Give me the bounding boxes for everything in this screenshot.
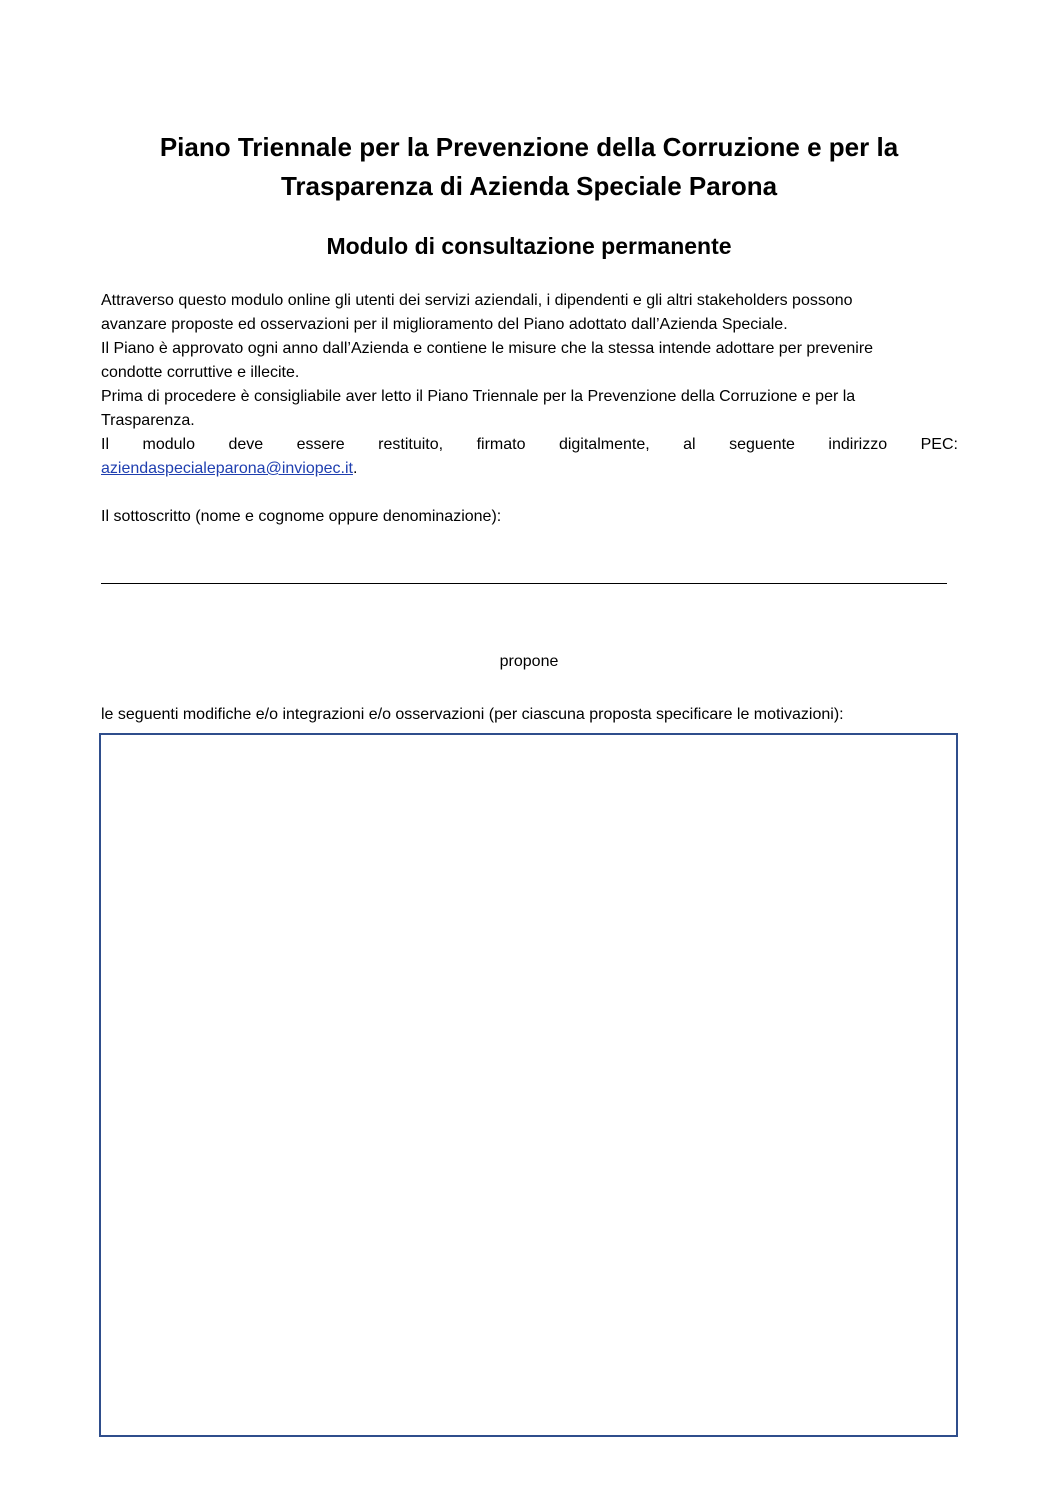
return-word: al (683, 436, 696, 453)
return-word: modulo (142, 436, 195, 453)
signer-name-field[interactable] (101, 583, 947, 584)
document-title-line-1: Piano Triennale per la Prevenzione della Corruzione e per la (159, 132, 899, 162)
proposals-text-area[interactable] (99, 733, 958, 1437)
return-word: indirizzo (828, 436, 888, 453)
intro-line-3: Il Piano è approvato ogni anno dall’Azienda e contiene le misure che la stessa intende adottare per prevenire (101, 340, 874, 357)
return-instructions-line (101, 433, 958, 457)
return-word: seguente (729, 436, 795, 453)
intro-text-1: Attraverso questo modulo online gli utenti dei servizi aziendali, i dipendenti e gli altri stakeholders possono (101, 292, 853, 309)
intro-line-1 (101, 289, 958, 313)
pec-email-suffix: . (352, 460, 358, 477)
return-word: Il (101, 436, 109, 453)
return-word: digitalmente, (558, 436, 650, 453)
return-word: PEC: (920, 436, 958, 453)
intro-line-2: avanzare proposte ed osservazioni per il miglioramento del Piano adottato dall’Azienda Speciale. (101, 316, 788, 333)
return-word: firmato (476, 436, 526, 453)
intro-line-4: condotte corruttive e illecite. (101, 364, 300, 381)
pec-email-line (101, 457, 958, 481)
intro-line-6: Trasparenza. (101, 412, 195, 429)
document-title-line-2: Trasparenza di Azienda Speciale Parona (280, 171, 778, 201)
intro-line-5: Prima di procedere è consigliabile aver letto il Piano Triennale per la Prevenzione della Corruzione e per la (101, 388, 856, 405)
return-word: essere (296, 436, 345, 453)
return-word: deve (228, 436, 264, 453)
proposals-label: le seguenti modifiche e/o integrazioni e/o osservazioni (per ciascuna proposta specificare le motivazioni): (101, 706, 844, 723)
document-subtitle: Modulo di consultazione permanente (326, 233, 732, 259)
return-word: restituito, (378, 436, 444, 453)
signer-label: Il sottoscritto (nome e cognome oppure denominazione): (101, 508, 502, 525)
propone-label: propone (499, 653, 559, 670)
pec-email-link[interactable]: aziendaspecialeparona@inviopec.it (101, 460, 353, 477)
